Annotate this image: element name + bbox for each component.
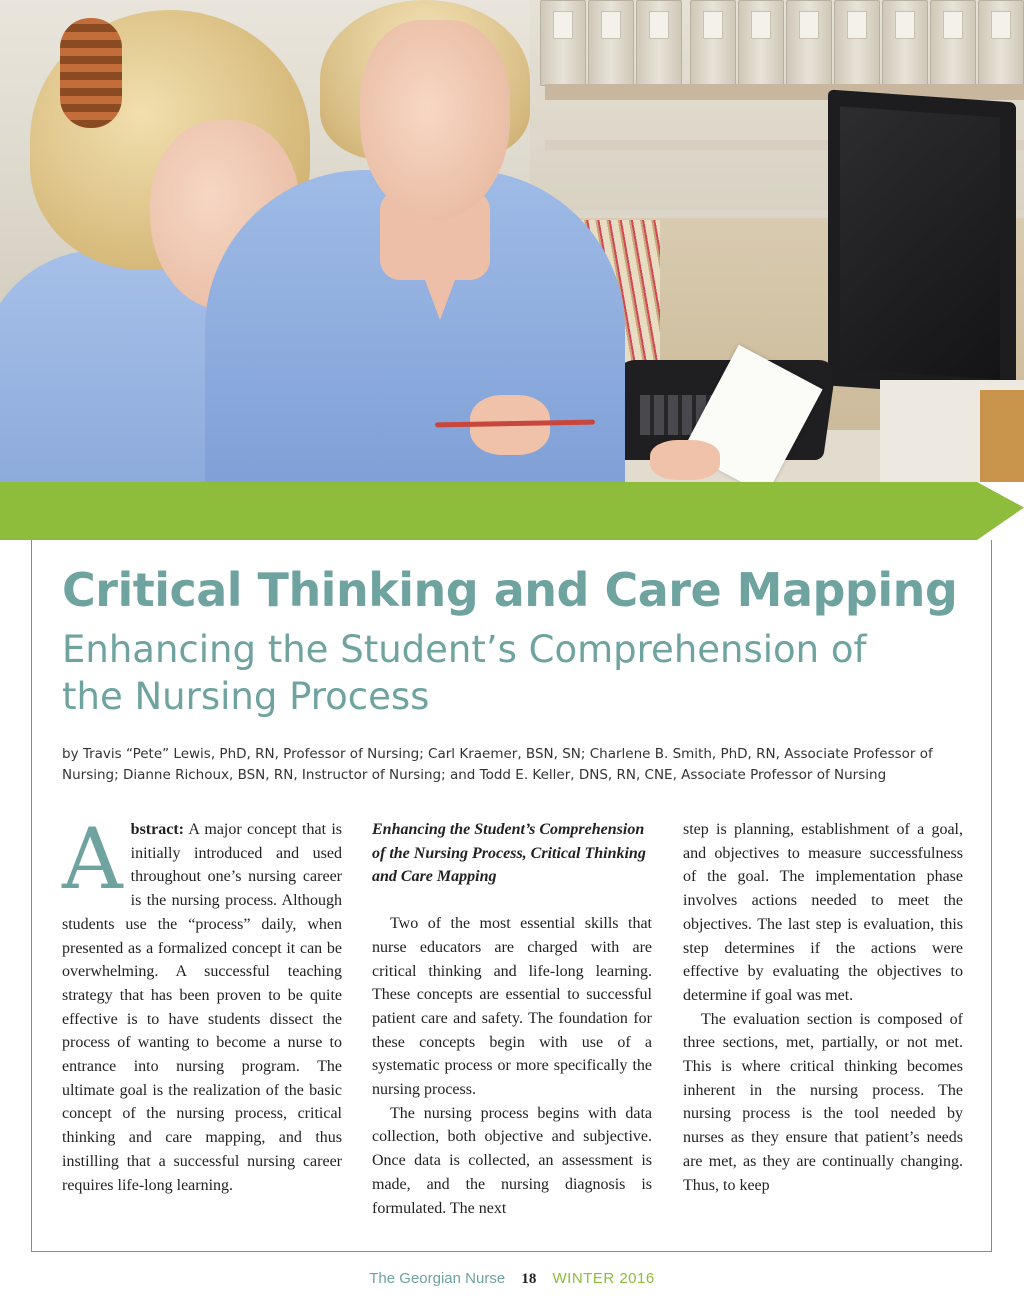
hair-clip	[60, 18, 122, 128]
issue-label: WINTER 2016	[552, 1270, 655, 1287]
publication-name: The Georgian Nurse	[369, 1270, 506, 1287]
body-paragraph: The nursing process begins with data collection, both objective and subjective. Once data is collected, an assessment is made, and the nursing diagnosis is formulated. The next	[372, 1104, 652, 1217]
section-subhead: Enhancing the Student’s Comprehension of the Nursing Process, Critical Thinking and Care Mapping	[372, 821, 646, 886]
binder	[690, 0, 736, 86]
abstract-label: bstract:	[130, 821, 184, 838]
article-subtitle: Enhancing the Student’s Comprehension of the Nursing Process	[62, 628, 867, 718]
abstract-text: A major concept that is initially introduced and used throughout one’s nursing career is the nursing process. Although students use the “process” daily, when presented as a formalized concept it can be overwhelming. A successful teaching strategy that has been proven to be quite effective is to have students dissect the process of wanting to become a nurse to entrance into nursing program. The ultimate goal is the realization of the basic concept of the nursing process, critical thinking and care mapping, and thus instilling that a successful nursing career requires life-long learning.	[62, 821, 342, 1194]
header-photo	[0, 0, 1024, 482]
binder	[540, 0, 586, 86]
byline: by Travis “Pete” Lewis, PhD, RN, Professor of Nursing; Carl Kraemer, BSN, SN; Charlene B. Smith, PhD, RN, Associate Professor of Nursing; Dianne Richoux, BSN, RN, Instructor of Nursing; and Todd E. Keller, DNS, RN, CNE, Associate Professor of Nursing	[62, 746, 933, 783]
column-2	[372, 818, 652, 1220]
page-number: 18	[521, 1271, 537, 1287]
binder	[834, 0, 880, 86]
monitor-screen	[840, 106, 1000, 379]
body-paragraph: step is planning, establishment of a goal, and objectives to measure successfulness of the goal. The implementation phase involves actions needed to meet the objectives. The last step is evaluation, this step determines if the actions were effective by evaluating the objectives to determine if goal was met.	[683, 821, 963, 1004]
binder	[930, 0, 976, 86]
binder	[636, 0, 682, 86]
binder	[786, 0, 832, 86]
column-1	[62, 810, 342, 1197]
article-title: Critical Thinking and Care Mapping	[62, 563, 958, 617]
column-3	[683, 818, 963, 1197]
binder	[882, 0, 928, 86]
page-footer	[0, 1270, 1024, 1288]
body-paragraph: Two of the most essential skills that nurse educators are charged with are critical thinking and life-long learning. These concepts are essential to successful patient care and safety. The foundation for these concepts begin with use of a systematic process or more specifically the nursing process.	[372, 915, 652, 1099]
drop-cap: A	[62, 810, 123, 908]
body-paragraph: The evaluation section is composed of three sections, met, partially, or not met. This is where critical thinking becomes inherent in the nursing process. The nursing process is the tool needed by nurses as they ensure that patient’s needs are met, as they are continually changing. Thus, to keep	[683, 1010, 963, 1194]
hand	[650, 440, 720, 480]
box-side	[980, 390, 1024, 482]
green-banner	[0, 482, 1024, 540]
abstract-paragraph	[62, 810, 342, 1197]
nurse-educator-face	[360, 20, 510, 220]
binder	[978, 0, 1024, 86]
binder	[588, 0, 634, 86]
binder	[738, 0, 784, 86]
